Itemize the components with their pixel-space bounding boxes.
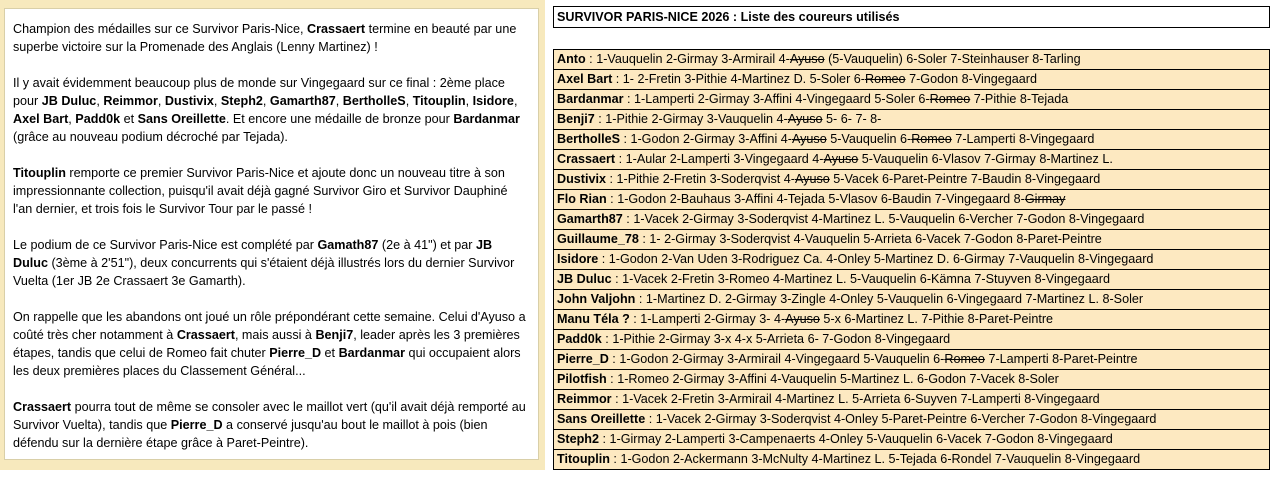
name-separator: : — [608, 352, 620, 366]
name-separator: : — [629, 312, 641, 326]
name-separator: : — [585, 52, 597, 66]
highlighted-name: Isidore — [472, 94, 514, 108]
highlighted-name: Bardanmar — [338, 346, 406, 360]
rider-picks: 1-Martinez D. 2-Girmay 3-Zingle 4-Onley 5-Vauquelin 6-Vingegaard 7-Martinez L. 8-Soler — [645, 292, 1144, 306]
participant-name: Manu Téla ? — [557, 312, 630, 326]
abandoned-rider: Ayuso — [823, 152, 859, 166]
rider-picks: (5-Vauquelin) 6-Soler 7-Steinhauser 8-Tarling — [824, 52, 1081, 66]
rider-picks: 1-Lamperti 2-Girmay 3-Affini 4-Vingegaard 5-Soler 6- — [634, 92, 930, 106]
rider-row — [554, 130, 1269, 150]
rider-row — [554, 310, 1269, 330]
text-segment: , — [68, 112, 76, 126]
highlighted-name: Gamath87 — [317, 238, 379, 252]
rider-picks: 1-Godon 2-Girmay 3-Armirail 4-Vingegaard 5-Vauquelin 6- — [619, 352, 945, 366]
rider-picks: 5-Vauquelin 6-Vlasov 7-Girmay 8-Martinez L. — [858, 152, 1113, 166]
text-segment: , — [335, 94, 343, 108]
rider-row — [554, 210, 1269, 230]
name-separator: : — [611, 392, 623, 406]
highlighted-name: JB Duluc — [41, 94, 97, 108]
highlighted-name: Pierre_D — [269, 346, 322, 360]
text-segment: , — [213, 94, 221, 108]
article-paragraph-6 — [13, 398, 530, 452]
rider-picks: 1-Godon 2-Bauhaus 3-Affini 4-Tejada 5-Vlasov 6-Baudin 7-Vingegaard 8- — [617, 192, 1025, 206]
rider-row — [554, 350, 1269, 370]
abandoned-rider: Ayuso — [794, 172, 830, 186]
rider-row — [554, 70, 1269, 90]
table-title: SURVIVOR PARIS-NICE 2026 : Liste des coureurs utilisés — [553, 6, 1270, 28]
abandoned-rider: Romeo — [944, 352, 985, 366]
name-separator: : — [601, 332, 613, 346]
text-segment: (2e à 41") et par — [378, 238, 476, 252]
rider-picks: 1-Girmay 2-Lamperti 3-Campenaerts 4-Onley 5-Vauquelin 6-Vacek 7-Godon 8-Vingegaard — [609, 432, 1113, 446]
text-segment: , — [96, 94, 104, 108]
text-segment: , — [157, 94, 165, 108]
text-segment: , leader après les 3 premières étapes, tandis que celui de Romeo fait chuter — [13, 328, 520, 360]
participant-name: Axel Bart — [557, 72, 613, 86]
participant-name: Flo Rian — [557, 192, 607, 206]
rider-row — [554, 430, 1269, 450]
rider-picks: 1-Aular 2-Lamperti 3-Vingegaard 4- — [625, 152, 824, 166]
rider-picks: 1-Vacek 2-Girmay 3-Soderqvist 4-Onley 5-Paret-Peintre 6-Vercher 7-Godon 8-Vingegaard — [655, 412, 1157, 426]
highlighted-name: Titouplin — [13, 166, 66, 180]
text-segment: . Et encore une médaille de bronze pour — [225, 112, 454, 126]
text-segment: remporte ce premier Survivor Paris-Nice et ajoute donc un nouveau titre à son impressionnante collection, puisqu'il avait déjà gagné Survivor Giro et Survivor Dauphiné l'an dernier, et trois fois le Survivor Tour par le passé ! — [13, 166, 508, 216]
rider-picks: 7-Lamperti 8-Paret-Peintre — [984, 352, 1138, 366]
highlighted-name: Gamarth87 — [269, 94, 336, 108]
highlighted-name: Pierre_D — [170, 418, 223, 432]
text-segment: Champion des médailles sur ce Survivor Paris-Nice, — [13, 22, 307, 36]
text-segment: On rappelle que les abandons ont joué un rôle prépondérant cette semaine. Celui d'Ayuso a coûté très cher notamment à — [13, 310, 526, 342]
participant-name: Bardanmar — [557, 92, 624, 106]
text-segment: (grâce au nouveau podium décroché par Tejada). — [13, 130, 288, 144]
rider-picks: 1-Romeo 2-Girmay 3-Affini 4-Vauquelin 5-Martinez L. 6-Godon 7-Vacek 8-Soler — [617, 372, 1059, 386]
rider-row — [554, 250, 1269, 270]
text-segment: , — [405, 94, 413, 108]
article-paragraph-3 — [13, 164, 530, 218]
name-separator: : — [606, 172, 617, 186]
participant-name: JB Duluc — [557, 272, 612, 286]
highlighted-name: Dustivix — [164, 94, 214, 108]
name-separator: : — [623, 92, 634, 106]
participant-name: Sans Oreillette — [557, 412, 646, 426]
rider-row — [554, 170, 1269, 190]
highlighted-name: Sans Oreillette — [137, 112, 226, 126]
rider-picks: 1-Lamperti 2-Girmay 3- 4- — [640, 312, 786, 326]
rider-picks: 1-Godon 2-Van Uden 3-Rodriguez Ca. 4-Onley 5-Martinez D. 6-Girmay 7-Vauquelin 8-Vingegaard — [608, 252, 1154, 266]
name-separator: : — [635, 292, 646, 306]
text-segment: et — [120, 112, 138, 126]
name-separator: : — [611, 272, 623, 286]
rider-picks: 1-Godon 2-Ackermann 3-McNulty 4-Martinez L. 5-Tejada 6-Rondel 7-Vauquelin 8-Vingegaard — [620, 452, 1141, 466]
text-segment: , — [262, 94, 270, 108]
rider-row — [554, 330, 1269, 350]
highlighted-name: Titouplin — [412, 94, 466, 108]
abandoned-rider: Ayuso — [791, 132, 827, 146]
name-separator: : — [598, 252, 609, 266]
highlighted-name: Crassaert — [176, 328, 235, 342]
text-segment: Il y avait évidemment beaucoup plus de monde sur Vingegaard sur ce final : 2ème place pour — [13, 76, 505, 108]
text-segment: et — [321, 346, 339, 360]
participant-name: Reimmor — [557, 392, 612, 406]
rider-list — [553, 49, 1270, 470]
text-segment: Le podium de ce Survivor Paris-Nice est complété par — [13, 238, 318, 252]
article-paragraph-1 — [13, 20, 530, 56]
rider-picks: 1-Vauquelin 2-Girmay 3-Armirail 4- — [596, 52, 790, 66]
participant-name: Dustivix — [557, 172, 606, 186]
rider-picks: 5-Vauquelin 6- — [826, 132, 912, 146]
rider-picks: 1-Pithie 2-Girmay 3-x 4-x 5-Arrieta 6- 7-Godon 8-Vingegaard — [612, 332, 951, 346]
name-separator: : — [612, 72, 623, 86]
abandoned-rider: Girmay — [1024, 192, 1066, 206]
highlighted-name: Crassaert — [306, 22, 366, 36]
text-segment: a conservé jusqu'au bout le maillot à pois (bien défendu sur la dernière étape grâce à Paret-Peintre). — [13, 418, 488, 450]
name-separator: : — [606, 372, 618, 386]
highlighted-name: Padd0k — [75, 112, 121, 126]
article-paragraph-2 — [13, 74, 530, 146]
participant-name: Pilotfish — [557, 372, 607, 386]
rider-row — [554, 390, 1269, 410]
rider-row — [554, 190, 1269, 210]
rider-row — [554, 110, 1269, 130]
name-separator: : — [645, 412, 656, 426]
participant-name: Anto — [557, 52, 586, 66]
participant-name: Padd0k — [557, 332, 602, 346]
rider-picks: 1-Pithie 2-Girmay 3-Vauquelin 4- — [605, 112, 788, 126]
article-panel-background — [0, 0, 545, 470]
rider-picks: 1-Pithie 2-Fretin 3-Soderqvist 4- — [616, 172, 795, 186]
text-segment: pourra tout de même se consoler avec le maillot vert (qu'il avait déjà remporté au Survivor Vuelta), tandis que — [13, 400, 526, 432]
name-separator: : — [615, 152, 626, 166]
rider-picks: 5-Vacek 6-Paret-Peintre 7-Baudin 8-Vingegaard — [829, 172, 1101, 186]
rider-picks: 1-Vacek 2-Fretin 3-Armirail 4-Martinez L. 5-Arrieta 6-Suyven 7-Lamperti 8-Vingegaard — [622, 392, 1100, 406]
name-separator: : — [599, 432, 610, 446]
name-separator: : — [606, 192, 618, 206]
name-separator: : — [638, 232, 650, 246]
rider-picks: 1-Vacek 2-Girmay 3-Soderqvist 4-Martinez L. 5-Vauquelin 6-Vercher 7-Godon 8-Vingegaard — [633, 212, 1145, 226]
rider-picks: 1-Vacek 2-Fretin 3-Romeo 4-Martinez L. 5-Vauquelin 6-Kämna 7-Stuyven 8-Vingegaard — [622, 272, 1111, 286]
rider-picks: 7-Godon 8-Vingegaard — [905, 72, 1037, 86]
rider-picks: 5-x 6-Martinez L. 7-Pithie 8-Paret-Peintre — [819, 312, 1054, 326]
participant-name: Guillaume_78 — [557, 232, 639, 246]
rider-row — [554, 290, 1269, 310]
abandoned-rider: Ayuso — [787, 112, 823, 126]
highlighted-name: Steph2 — [220, 94, 263, 108]
article-paragraph-5 — [13, 308, 530, 380]
text-segment: qui occupaient alors les deux premières places du Classement Général... — [13, 346, 521, 378]
article-panel — [4, 8, 539, 460]
rider-picks: 5- 6- 7- 8- — [822, 112, 882, 126]
text-segment: , — [513, 94, 518, 108]
name-separator: : — [622, 212, 634, 226]
participant-name: Steph2 — [557, 432, 599, 446]
rider-row — [554, 370, 1269, 390]
rider-picks: 7-Pithie 8-Tejada — [970, 92, 1069, 106]
rider-picks: 7-Lamperti 8-Vingegaard — [951, 132, 1095, 146]
rider-picks: 1- 2-Girmay 3-Soderqvist 4-Vauquelin 5-Arrieta 6-Vacek 7-Godon 8-Paret-Peintre — [649, 232, 1102, 246]
rider-picks: 1- 2-Fretin 3-Pithie 4-Martinez D. 5-Soler 6- — [622, 72, 865, 86]
rider-row — [554, 450, 1269, 470]
highlighted-name: Bardanmar — [453, 112, 520, 126]
text-segment: , mais aussi à — [234, 328, 316, 342]
name-separator: : — [609, 452, 621, 466]
participant-name: Pierre_D — [557, 352, 609, 366]
rider-picks: 1-Godon 2-Girmay 3-Affini 4- — [630, 132, 792, 146]
highlighted-name: BertholleS — [342, 94, 406, 108]
abandoned-rider: Ayuso — [785, 312, 820, 326]
participant-name: BertholleS — [557, 132, 620, 146]
highlighted-name: Reimmor — [103, 94, 158, 108]
participant-name: Isidore — [557, 252, 599, 266]
name-separator: : — [619, 132, 631, 146]
text-segment: termine en beauté par une superbe victoire sur la Promenade des Anglais (Lenny Martinez) ! — [13, 22, 517, 54]
text-segment: , — [465, 94, 473, 108]
participant-name: Titouplin — [557, 452, 610, 466]
abandoned-rider: Ayuso — [789, 52, 825, 66]
text-segment: (3ème à 2'51"), deux concurrents qui s'étaient déjà illustrés lors du dernier Survivor Vuelta (1er JB 2e Crassaert 3e Gamarth). — [13, 256, 515, 288]
name-separator: : — [594, 112, 606, 126]
abandoned-rider: Romeo — [911, 132, 952, 146]
highlighted-name: JB Duluc — [13, 238, 493, 270]
abandoned-rider: Romeo — [864, 72, 906, 86]
participant-name: John Valjohn — [557, 292, 636, 306]
rider-row — [554, 150, 1269, 170]
highlighted-name: Benji7 — [315, 328, 354, 342]
rider-row — [554, 230, 1269, 250]
article-paragraph-4 — [13, 236, 530, 290]
participant-name: Gamarth87 — [557, 212, 623, 226]
rider-row — [554, 50, 1269, 70]
highlighted-name: Axel Bart — [13, 112, 69, 126]
participant-name: Benji7 — [557, 112, 595, 126]
abandoned-rider: Romeo — [929, 92, 971, 106]
rider-row — [554, 270, 1269, 290]
highlighted-name: Crassaert — [13, 400, 72, 414]
participant-name: Crassaert — [557, 152, 616, 166]
rider-row — [554, 90, 1269, 110]
rider-row — [554, 410, 1269, 430]
